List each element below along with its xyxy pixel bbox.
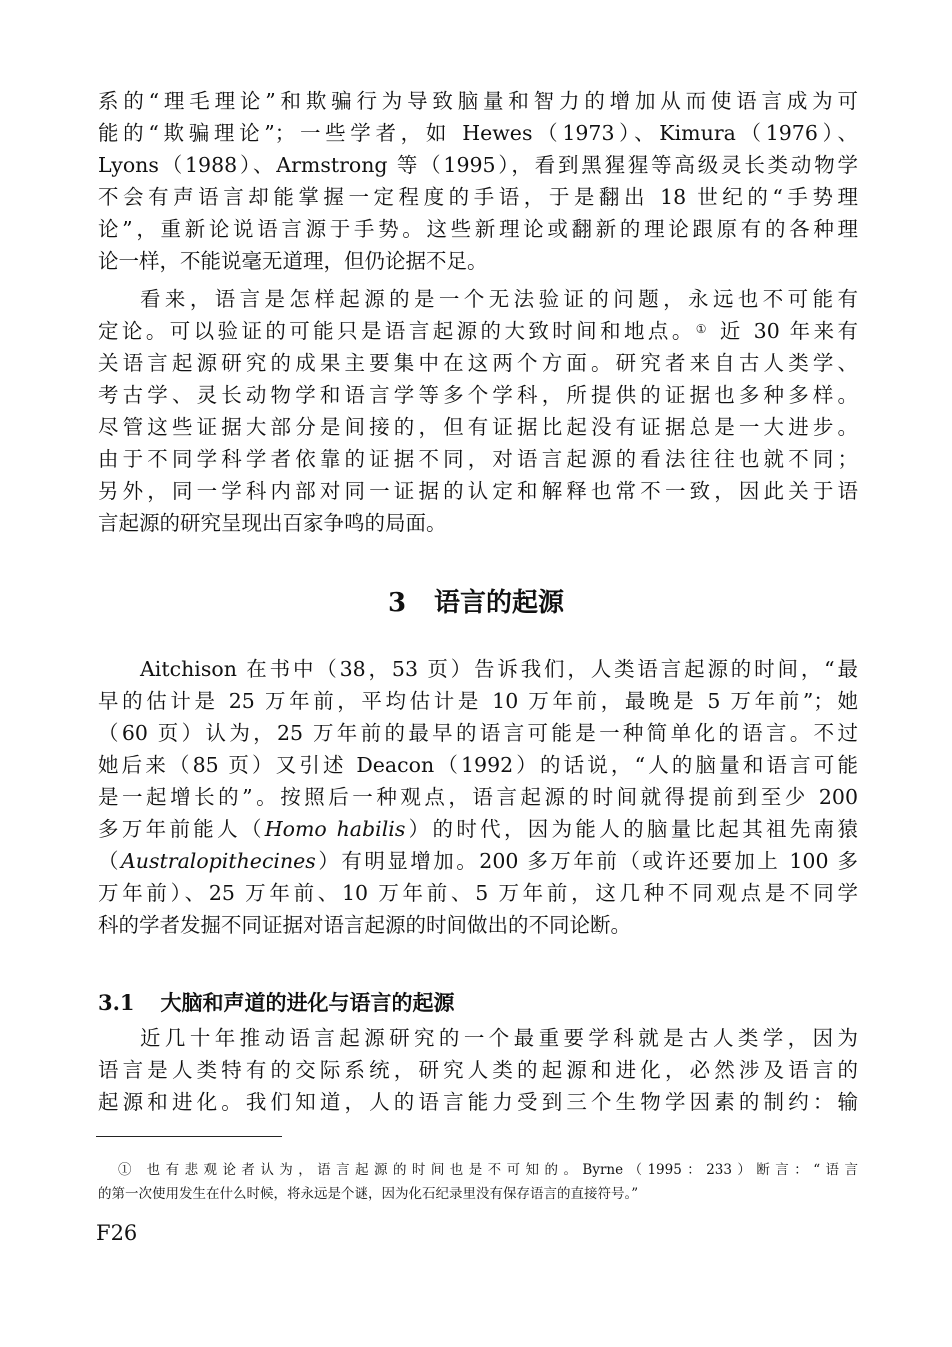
body-text-line: 她后来（85 页）又引述 Deacon（1992）的话说，“人的脑量和语言可能	[98, 753, 858, 777]
body-text-span: ）有明显增加。200 多万年前（或许还要加上 100 多	[315, 849, 858, 873]
body-text-line: 论一样，不能说毫无道理，但仍论据不足。	[98, 249, 488, 273]
section-number: 3	[387, 588, 407, 618]
body-text-span: （	[98, 849, 121, 873]
body-text-line: 论”，重新论说语言源于手势。这些新理论或翻新的理论跟原有的各种理	[98, 217, 858, 241]
body-text-line: 科的学者发掘不同证据对语言起源的时间做出的不同论断。	[98, 913, 631, 937]
footnote-divider	[96, 1136, 282, 1137]
italic-term: Australopithecines	[121, 849, 316, 873]
body-text-line: 看来，语言是怎样起源的是一个无法验证的问题，永远也不可能有	[140, 287, 858, 311]
body-text-line: 语言是人类特有的交际系统，研究人类的起源和进化，必然涉及语言的	[98, 1058, 858, 1082]
page-number: F26	[96, 1221, 138, 1245]
subsection-number: 3.1	[98, 990, 135, 1015]
body-text-line: Aitchison 在书中（38，53 页）告诉我们，人类语言起源的时间，“最	[140, 657, 858, 681]
body-text-line: 起源和进化。我们知道，人的语言能力受到三个生物学因素的制约：输	[98, 1090, 858, 1114]
body-text-line: 能的“欺骗理论”；一些学者，如 Hewes（1973）、Kimura（1976）、	[98, 121, 858, 145]
body-text-line: 尽管这些证据大部分是间接的，但有证据比起没有证据总是一大进步。	[98, 415, 858, 439]
body-text-line: 不会有声语言却能掌握一定程度的手语，于是翻出 18 世纪的“手势理	[98, 185, 858, 209]
body-text-span: 近 30 年来有	[709, 319, 858, 343]
body-text-line	[98, 315, 858, 347]
body-text-line: 早的估计是 25 万年前，平均估计是 10 万年前，最晚是 5 万年前”；她	[98, 689, 858, 713]
body-text-line: 系的“理毛理论”和欺骗行为导致脑量和智力的增加从而使语言成为可	[98, 89, 858, 113]
subsection-title: 大脑和声道的进化与语言的起源	[160, 991, 455, 1015]
body-text-line: 由于不同学科学者依靠的证据不同，对语言起源的看法往往也就不同；	[98, 447, 858, 471]
italic-term: Homo habilis	[264, 817, 406, 841]
body-text-span: ）的时代，因为能人的脑量比起其祖先南猿	[405, 817, 858, 841]
body-text-line	[98, 845, 858, 877]
body-text-line: 近几十年推动语言起源研究的一个最重要学科就是古人类学，因为	[140, 1026, 858, 1050]
body-text-line: 考古学、灵长动物学和语言学等多个学科，所提供的证据也多种多样。	[98, 383, 858, 407]
section-heading	[0, 582, 952, 619]
footnote-marker: ①	[695, 322, 710, 336]
body-text-line: Lyons（1988）、Armstrong 等（1995），看到黑猩猩等高级灵长类动物学	[98, 153, 858, 177]
body-text-line: 关语言起源研究的成果主要集中在这两个方面。研究者来自古人类学、	[98, 351, 858, 375]
subsection-heading	[98, 987, 455, 1017]
body-text-line: 另外，同一学科内部对同一证据的认定和解释也常不一致，因此关于语	[98, 479, 858, 503]
body-text-span: 定论。可以验证的可能只是语言起源的大致时间和地点。	[98, 319, 696, 343]
body-text-line: 言起源的研究呈现出百家争鸣的局面。	[98, 511, 447, 535]
footnote-line: 的第一次使用发生在什么时候，将永远是个谜，因为化石纪录里没有保存语言的直接符号。”	[98, 1186, 639, 1202]
body-text-line: 万年前）、25 万年前、10 万年前、5 万年前，这几种不同观点是不同学	[98, 881, 858, 905]
section-title: 语言的起源	[434, 588, 565, 618]
body-text-line	[98, 813, 858, 845]
body-text-line: （60 页）认为，25 万年前的最早的语言可能是一种简单化的语言。不过	[98, 721, 858, 745]
body-text-line: 是一起增长的”。按照后一种观点，语言起源的时间就得提前到至少 200	[98, 785, 858, 809]
footnote-line: ① 也有悲观论者认为，语言起源的时间也是不可知的。Byrne（1995：233）断言：“语言	[118, 1162, 858, 1178]
body-text-span: 多万年前能人（	[98, 817, 265, 841]
